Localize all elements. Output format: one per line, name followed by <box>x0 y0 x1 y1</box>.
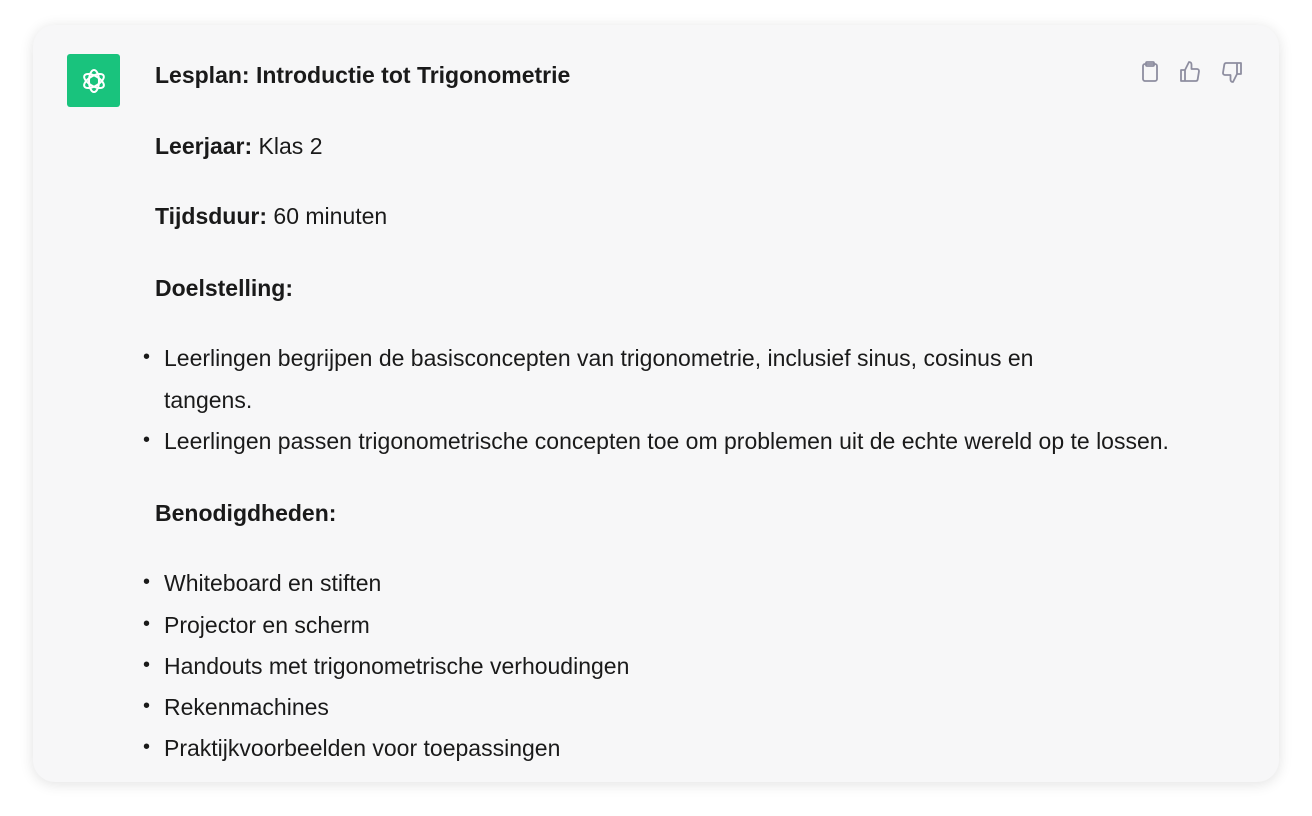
grade-value: Klas 2 <box>252 133 323 159</box>
materials-heading: Benodigdheden: <box>155 500 337 526</box>
assistant-avatar <box>67 54 120 107</box>
bullet: • <box>143 654 151 676</box>
grade-line <box>155 132 323 160</box>
thumbs-up-button[interactable] <box>1178 60 1202 84</box>
material-item: Praktijkvoorbeelden voor toepassingen <box>164 735 561 761</box>
bullet: • <box>143 736 151 758</box>
copy-button[interactable] <box>1138 60 1162 84</box>
duration-line <box>155 202 387 230</box>
bullet: • <box>143 346 151 368</box>
bullet: • <box>143 429 151 451</box>
objective-item-continued: tangens. <box>164 387 253 413</box>
material-item: Handouts met trigonometrische verhoudingen <box>164 653 630 679</box>
grade-label: Leerjaar: <box>155 133 253 159</box>
objective-item: Leerlingen passen trigonometrische concepten toe om problemen uit de echte wereld op te lossen. <box>164 428 1169 454</box>
material-item: Projector en scherm <box>164 612 370 638</box>
lesson-title: Lesplan: Introductie tot Trigonometrie <box>155 62 571 88</box>
duration-value: 60 minuten <box>267 203 388 229</box>
objective-item: Leerlingen begrijpen de basisconcepten van trigonometrie, inclusief sinus, cosinus en <box>164 345 1034 371</box>
bullet: • <box>143 571 151 593</box>
material-item: Whiteboard en stiften <box>164 570 382 596</box>
thumbs-up-icon <box>1178 60 1202 84</box>
bullet: • <box>143 695 151 717</box>
material-item: Rekenmachines <box>164 694 329 720</box>
bullet: • <box>143 613 151 635</box>
duration-label: Tijdsduur: <box>155 203 268 229</box>
thumbs-down-icon <box>1220 60 1244 84</box>
objective-heading: Doelstelling: <box>155 275 294 301</box>
clipboard-icon <box>1138 60 1162 84</box>
thumbs-down-button[interactable] <box>1220 60 1244 84</box>
openai-logo-icon <box>78 65 110 97</box>
